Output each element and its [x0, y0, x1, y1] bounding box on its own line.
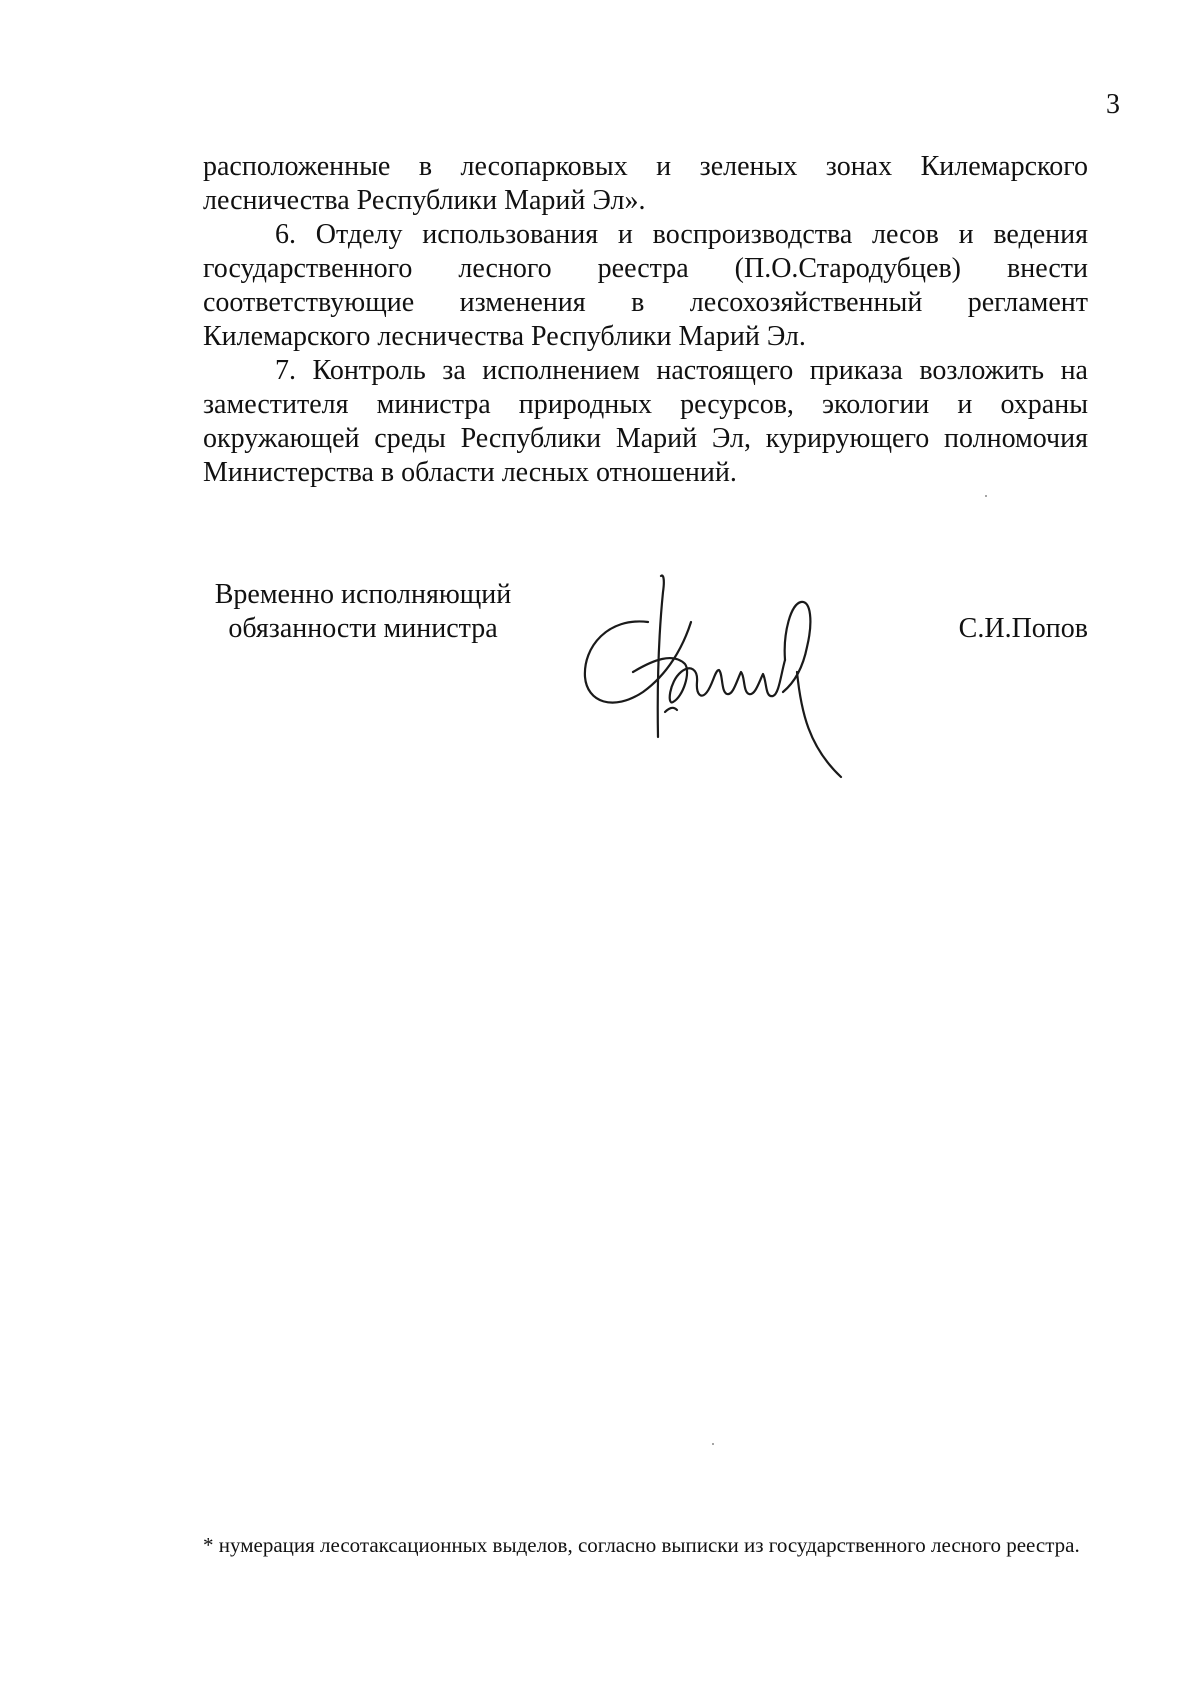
signatory-role-line-2: обязанности министра — [228, 613, 498, 644]
scan-speck — [712, 1443, 714, 1445]
signatory-role-line-1: Временно исполняющий — [214, 579, 512, 610]
handwritten-signature — [573, 552, 853, 782]
signatory-name: С.И.Попов — [958, 613, 1088, 644]
scan-speck — [985, 495, 987, 497]
paragraph-item-7: 7. Контроль за исполнением настоящего приказа возложить на заместителя министра природных ресурсов, экологии и охраны окружающей среды Республики Марий Эл, курирующего полномочия Министерства в области лесных отношений. — [203, 355, 1088, 488]
document-body — [203, 150, 1088, 490]
paragraph-continuation: расположенные в лесопарковых и зеленых зонах Килемарского лесничества Республики Марий Эл». — [203, 151, 1088, 216]
signature-block — [203, 578, 1088, 778]
signatory-role — [203, 578, 523, 646]
footnote: * нумерация лесотаксационных выделов, согласно выписки из государственного лесного реестра. — [203, 1533, 1080, 1557]
page-number: 3 — [1106, 89, 1120, 120]
paragraph-item-6: 6. Отделу использования и воспроизводства лесов и ведения государственного лесного реестра (П.О.Стародубцев) внести соответствующие изменения в лесохозяйственный регламент Килемарского лесничества Республики Марий Эл. — [203, 219, 1088, 352]
